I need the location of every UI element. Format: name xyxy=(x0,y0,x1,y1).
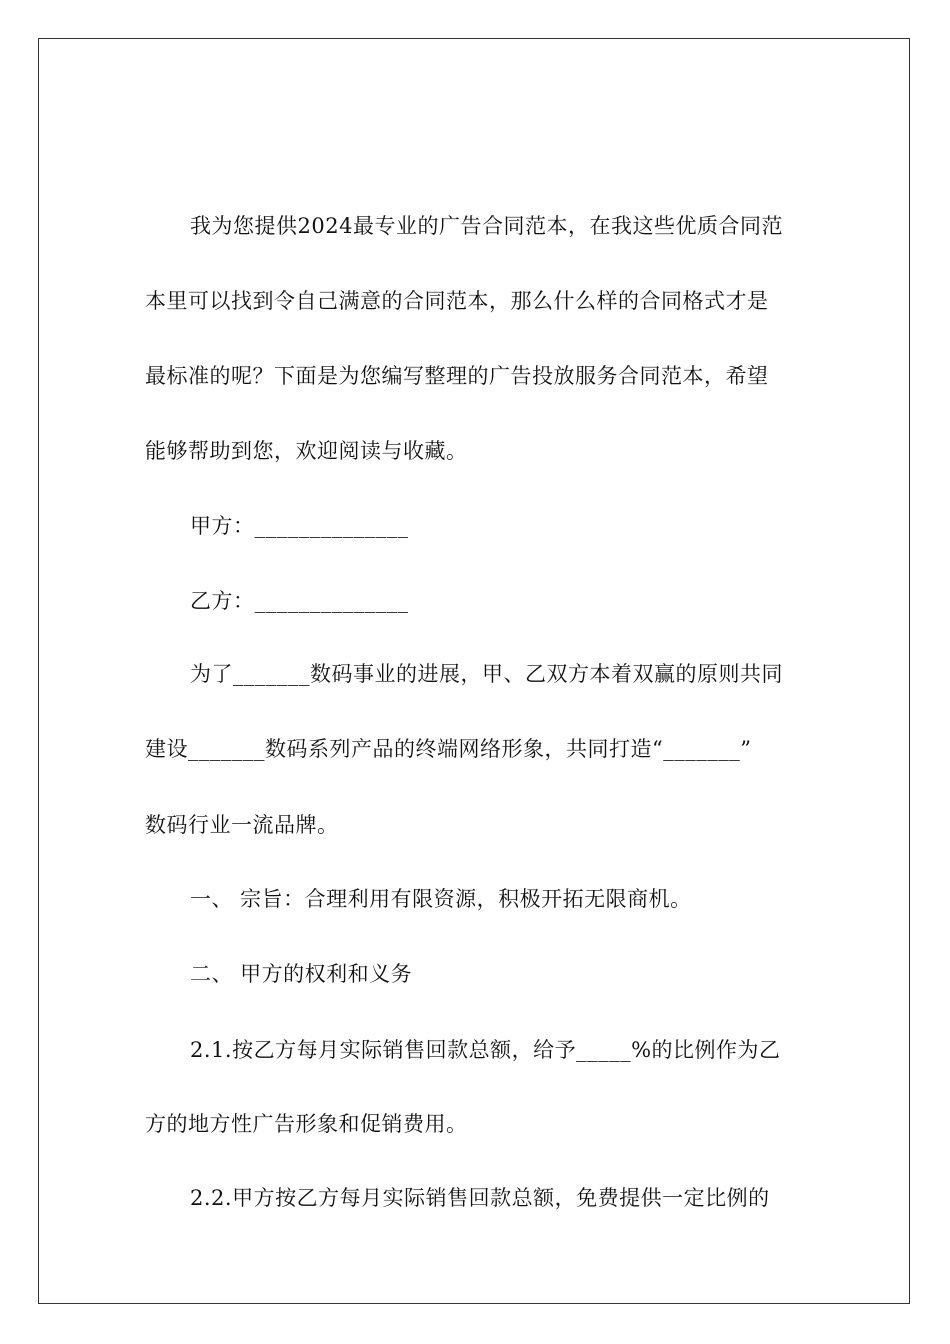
party-a-line: 甲方：______________ xyxy=(190,514,409,538)
clause-2-1-line-2: 方的地方性广告形象和促销费用。 xyxy=(145,1112,468,1136)
purpose-line-3: 数码行业一流品牌。 xyxy=(145,813,339,837)
purpose-line-2: 建设_______数码系列产品的终端网络形象，共同打造“_______” xyxy=(145,737,752,761)
clause-2-2-line-1: 2.2.甲方按乙方每月实际销售回款总额，免费提供一定比例的 xyxy=(190,1186,770,1210)
section-1-heading: 一、 宗旨：合理利用有限资源，积极开拓无限商机。 xyxy=(190,887,692,911)
clause-2-1-line-1: 2.1.按乙方每月实际销售回款总额，给予_____%的比例作为乙 xyxy=(190,1038,781,1062)
intro-line-1: 我为您提供2024最专业的广告合同范本，在我这些优质合同范 xyxy=(190,214,783,238)
intro-line-4: 能够帮助到您，欢迎阅读与收藏。 xyxy=(145,439,468,463)
section-2-heading: 二、 甲方的权利和义务 xyxy=(190,962,413,986)
intro-line-3: 最标准的呢？下面是为您编写整理的广告投放服务合同范本，希望 xyxy=(145,364,769,388)
party-b-line: 乙方：______________ xyxy=(190,589,409,613)
purpose-line-1: 为了_______数码事业的进展，甲、乙双方本着双赢的原则共同 xyxy=(190,662,783,686)
intro-line-2: 本里可以找到令自己满意的合同范本，那么什么样的合同格式才是 xyxy=(145,289,769,313)
